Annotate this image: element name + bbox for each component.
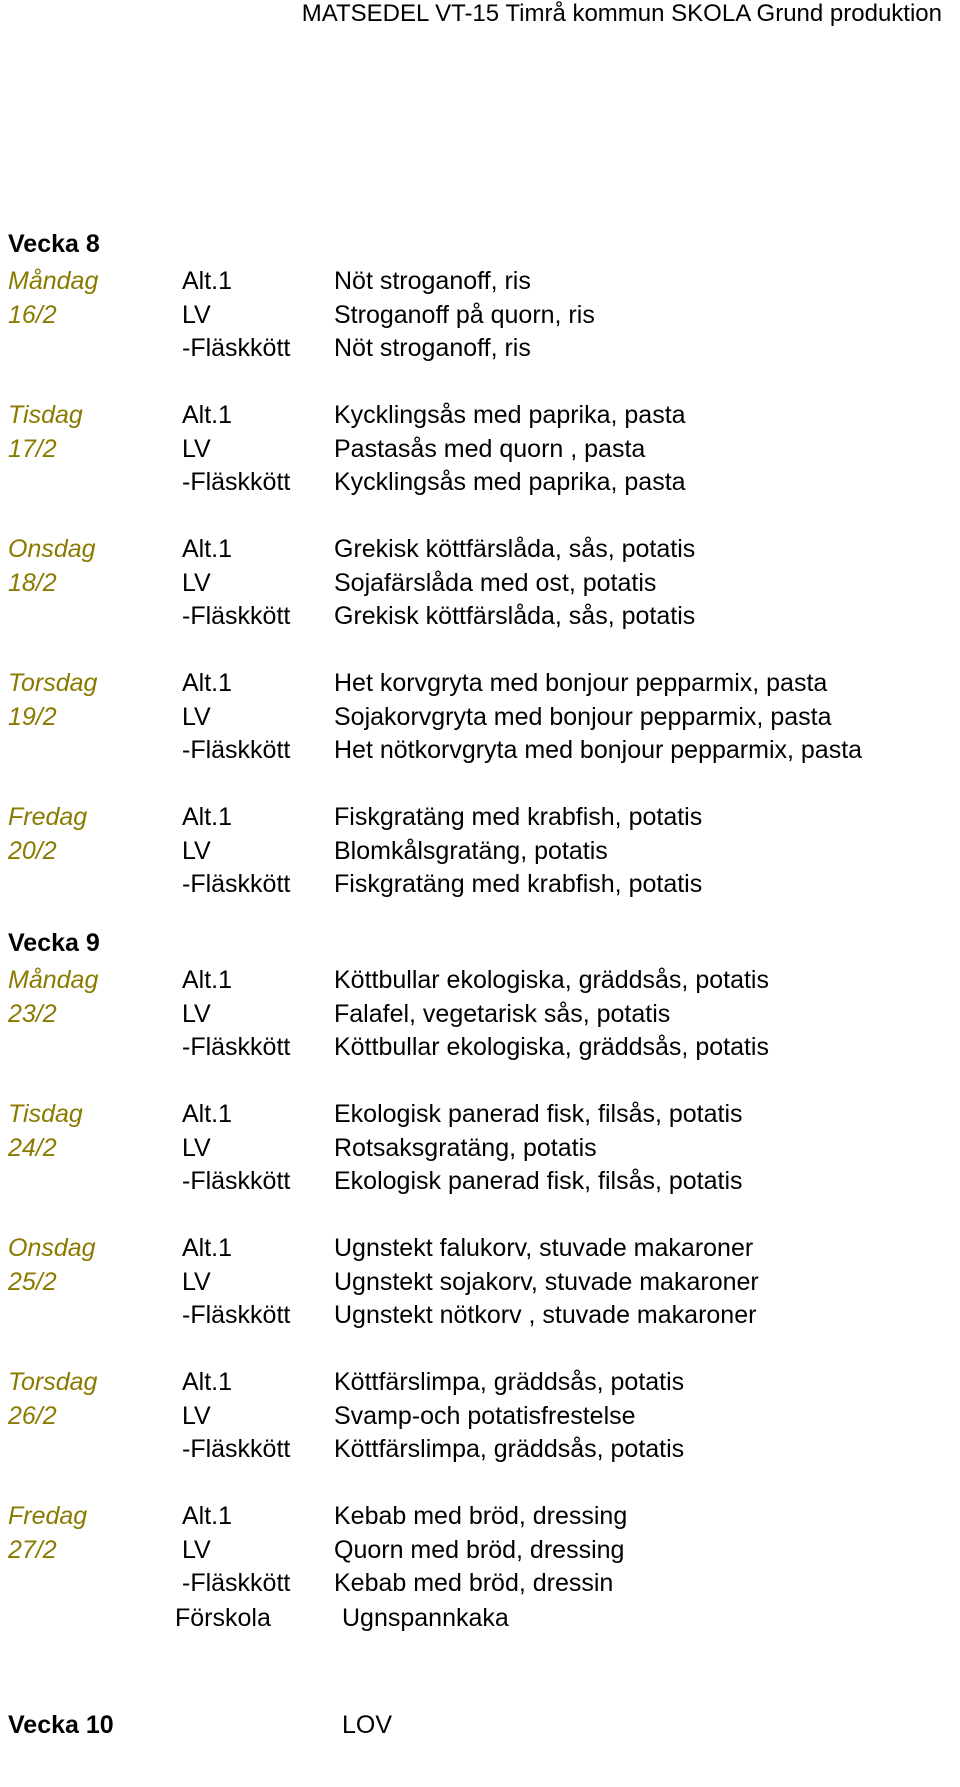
meal-text: Kycklingsås med paprika, pasta [334,468,686,496]
alternative-label: -Fläskkött [182,870,291,898]
day-spacer [8,1199,948,1233]
alternative-label: LV [182,1267,211,1296]
menu-row [8,734,948,768]
day-name: Fredag [8,803,88,831]
menu-row [8,835,948,869]
day-spacer [8,634,948,668]
menu-row [8,1366,948,1400]
meal-text: Sojakorvgryta med bonjour pepparmix, pasta [334,702,832,731]
menu-row [8,964,948,998]
page-header: MATSEDEL VT-15 Timrå kommun SKOLA Grund produktion [301,0,942,27]
day-name: Onsdag [8,1234,96,1262]
menu-row [8,1266,948,1300]
alternative-label: LV [182,702,211,731]
week-10-note: LOV [342,1711,393,1739]
meal-text: Het nötkorvgryta med bonjour pepparmix, pasta [334,736,863,764]
meal-text: Svamp-och potatisfrestelse [334,1401,636,1430]
menu-row [8,299,948,333]
day-name: Måndag [8,966,99,994]
day-name: Onsdag [8,535,96,563]
day-name: Tisdag [8,401,83,429]
alternative-label: LV [182,434,211,463]
alternative-label: LV [182,1133,211,1162]
meal-text: Falafel, vegetarisk sås, potatis [334,999,671,1028]
menu-row [8,1433,948,1467]
week-9-block [8,927,948,960]
meal-text: Köttbullar ekologiska, gräddsås, potatis [334,966,769,994]
meal-text: Ekologisk panerad fisk, filsås, potatis [334,1100,743,1128]
alternative-label: LV [182,568,211,597]
menu-row [8,567,948,601]
meal-text: Stroganoff på quorn, ris [334,300,595,329]
menu-row [8,533,948,567]
day-spacer [8,1333,948,1367]
alternative-label: LV [182,1401,211,1430]
meal-text: Quorn med bröd, dressing [334,1535,625,1564]
alternative-label: Alt.1 [182,267,233,295]
day-date: 23/2 [8,999,57,1028]
meal-text: Blomkålsgratäng, potatis [334,836,608,865]
alternative-label: -Fläskkött [182,1301,291,1329]
menu-row [8,1534,948,1568]
alternative-label: Alt.1 [182,966,233,994]
week-10-title: Vecka 10 [8,1711,114,1739]
alternative-label: -Fläskkött [182,1167,291,1195]
day-name: Tisdag [8,1100,83,1128]
day-spacer [8,366,948,400]
menu-row [8,332,948,366]
meal-text: Sojafärslåda med ost, potatis [334,568,657,597]
meal-text: Köttbullar ekologiska, gräddsås, potatis [334,1033,769,1061]
alternative-label: Alt.1 [182,535,233,563]
alternative-label: -Fläskkött [182,468,291,496]
alternative-label: Alt.1 [182,669,233,697]
alternative-label: Alt.1 [182,1234,233,1262]
day-name: Torsdag [8,1368,98,1396]
meal-text: Grekisk köttfärslåda, sås, potatis [334,602,696,630]
menu-row [8,600,948,634]
day-name: Torsdag [8,669,98,697]
menu-row [8,667,948,701]
alternative-label: -Fläskkött [182,602,291,630]
alternative-label: LV [182,999,211,1028]
meal-text: Köttfärslimpa, gräddsås, potatis [334,1435,685,1463]
meal-text: Rotsaksgratäng, potatis [334,1133,597,1162]
alternative-label: LV [182,1535,211,1564]
day-name: Måndag [8,267,99,295]
menu-row [8,1500,948,1534]
day-spacer [8,1467,948,1501]
alternative-label: Alt.1 [182,401,233,429]
alternative-label: Alt.1 [182,1100,233,1128]
day-date: 24/2 [8,1133,57,1162]
menu-row [8,1098,948,1132]
meal-text: Fiskgratäng med krabfish, potatis [334,803,703,831]
meal-text: Grekisk köttfärslåda, sås, potatis [334,535,696,563]
alternative-label: -Fläskkött [182,1033,291,1061]
week-9-days [8,964,948,1601]
meal-text: Ugnstekt falukorv, stuvade makaroner [334,1234,754,1262]
alternative-label: LV [182,836,211,865]
menu-row [8,265,948,299]
day-name: Fredag [8,1502,88,1530]
day-date: 19/2 [8,702,57,731]
menu-row [8,1299,948,1333]
meal-text: Kycklingsås med paprika, pasta [334,401,686,429]
week-title: Vecka 8 [8,230,100,258]
alternative-label: Alt.1 [182,1368,233,1396]
alternative-label: -Fläskkött [182,736,291,764]
menu-row [8,801,948,835]
meal-text: Kebab med bröd, dressin [334,1569,614,1597]
day-date: 27/2 [8,1535,57,1564]
day-spacer [8,1065,948,1099]
menu-row [8,1400,948,1434]
menu-row [8,1165,948,1199]
day-date: 20/2 [8,836,57,865]
menu-row [8,868,948,902]
meal-text: Köttfärslimpa, gräddsås, potatis [334,1368,685,1396]
day-date: 18/2 [8,568,57,597]
menu-row [8,998,948,1032]
menu-row [8,466,948,500]
week-8-days [8,265,948,902]
meal-text: Ekologisk panerad fisk, filsås, potatis [334,1167,743,1195]
meal-text: Kebab med bröd, dressing [334,1502,628,1530]
alternative-label: LV [182,300,211,329]
day-date: 17/2 [8,434,57,463]
meal-text: Nöt stroganoff, ris [334,334,531,362]
week-8-block [8,228,948,261]
meal-text: Nöt stroganoff, ris [334,267,531,295]
meal-text: Fiskgratäng med krabfish, potatis [334,870,703,898]
forskola-label: Förskola [175,1604,271,1632]
alternative-label: Alt.1 [182,803,233,831]
alternative-label: Alt.1 [182,1502,233,1530]
alternative-label: -Fläskkött [182,1569,291,1597]
day-date: 16/2 [8,300,57,329]
day-date: 26/2 [8,1401,57,1430]
menu-row [8,1567,948,1601]
menu-row [8,1132,948,1166]
menu-row [8,701,948,735]
meal-text: Pastasås med quorn , pasta [334,434,646,463]
menu-row [8,433,948,467]
day-spacer [8,768,948,802]
alternative-label: -Fläskkött [182,1435,291,1463]
meal-text: Het korvgryta med bonjour pepparmix, pasta [334,669,828,697]
menu-row [8,1232,948,1266]
week-title: Vecka 9 [8,929,100,957]
menu-row [8,1031,948,1065]
forskola-meal: Ugnspannkaka [342,1604,509,1632]
menu-row [8,399,948,433]
alternative-label: -Fläskkött [182,334,291,362]
meal-text: Ugnstekt sojakorv, stuvade makaroner [334,1267,759,1296]
day-date: 25/2 [8,1267,57,1296]
meal-text: Ugnstekt nötkorv , stuvade makaroner [334,1301,757,1329]
day-spacer [8,500,948,534]
